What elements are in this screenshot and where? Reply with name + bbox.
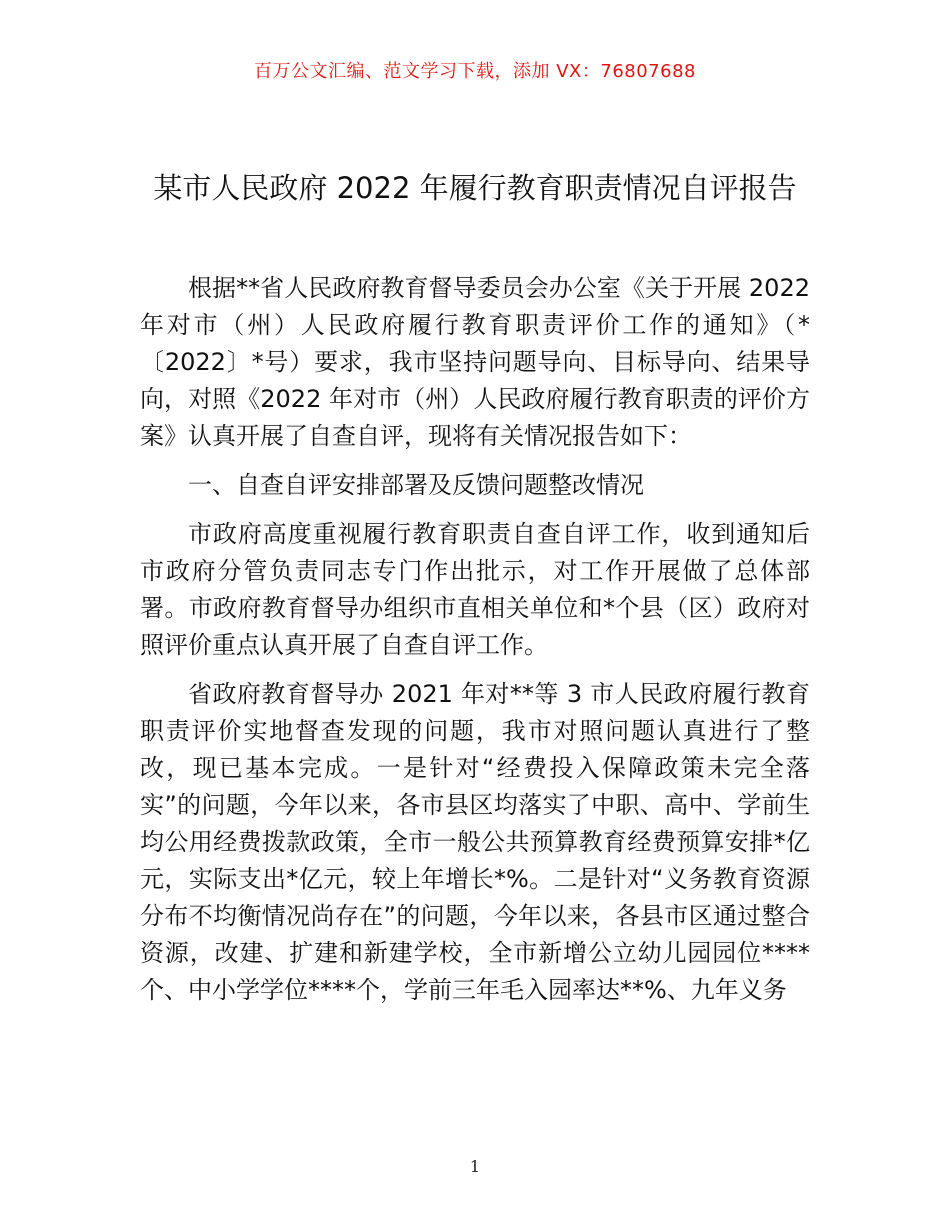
paragraph-intro: 根据**省人民政府教育督导委员会办公室《关于开展 2022 年对市（州）人民政府履行教育职责评价工作的通知》（*〔2022〕*号）要求，我市坚持问题导向、目标导向、结果导向，对照《2022 年对市（州）人民政府履行教育职责的评价方案》认真开展了自查自评，现将有关情况报告如下：	[140, 274, 810, 450]
document-body	[140, 270, 810, 1009]
paragraph-rectification: 省政府教育督导办 2021 年对**等 3 市人民政府履行教育职责评价实地督查发现的问题，我市对照问题认真进行了整改，现已基本完成。一是针对“经费投入保障政策未完全落实”的问题，今年以来，各市县区均落实了中职、高中、学前生均公用经费拨款政策，全市一般公共预算教育经费预算安排*亿元，实际支出*亿元，较上年增长*%。二是针对“义务教育资源分布不均衡情况尚存在”的问题，今年以来，各县市区通过整合资源，改建、扩建和新建学校，全市新增公立幼儿园园位****个、中小学学位****个，学前三年毛入园率达**%、九年义务	[140, 680, 810, 1004]
document-title: 某市人民政府 2022 年履行教育职责情况自评报告	[153, 171, 797, 205]
page-number: 1	[469, 1157, 481, 1176]
header-banner: 百万公文汇编、范文学习下载，添加 VX：76807688	[254, 61, 696, 82]
section-heading-1: 一、自查自评安排部署及反馈问题整改情况	[188, 471, 644, 499]
paragraph-deployment: 市政府高度重视履行教育职责自查自评工作，收到通知后市政府分管负责同志专门作出批示，对工作开展做了总体部署。市政府教育督导办组织市直相关单位和*个县（区）政府对照评价重点认真开展了自查自评工作。	[140, 520, 810, 659]
